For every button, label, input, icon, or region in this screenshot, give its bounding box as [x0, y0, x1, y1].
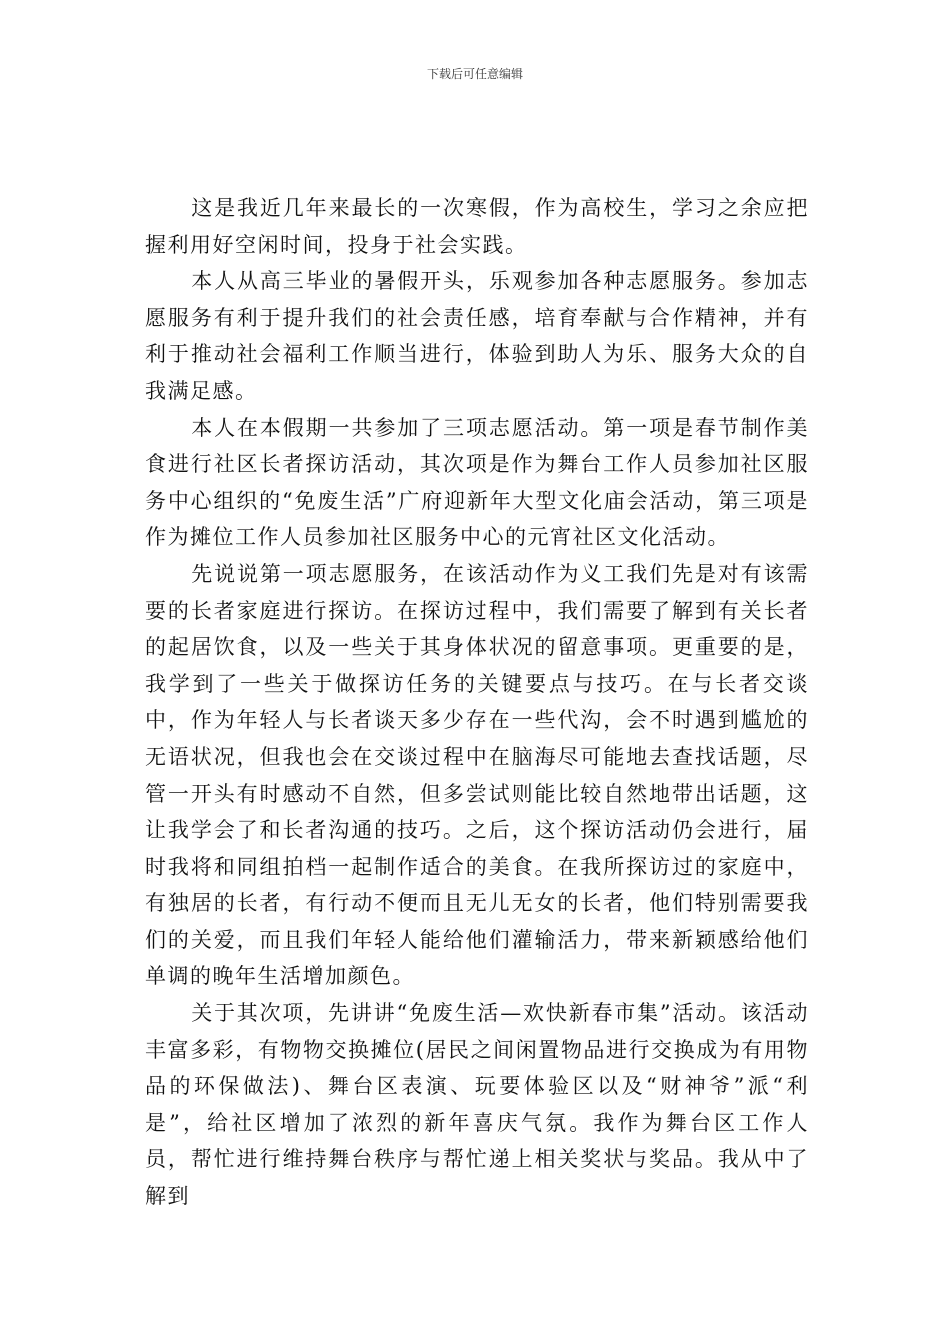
paragraph-5: 关于其次项，先讲讲“免废生活—欢快新春市集”活动。该活动丰富多彩，有物物交换摊位(居民之间闲置物品进行交换成为有用物品的环保做法)、舞台区表演、玩要体验区以及“财神爷”派“利是”，给社区增加了浓烈的新年喜庆气氛。我作为舞台区工作人员，帮忙进行维持舞台秩序与帮忙递上相关奖状与奖品。我从中了解到: [145, 1001, 809, 1209]
document-body: [145, 190, 809, 1215]
paragraph-4: 先说说第一项志愿服务，在该活动作为义工我们先是对有该需要的长者家庭进行探访。在探访过程中，我们需要了解到有关长者的起居饮食，以及一些关于其身体状况的留意事项。更重要的是，我学到了一些关于做探访任务的关键要点与技巧。在与长者交谈中，作为年轻人与长者谈天多少存在一些代沟，会不时遇到尴尬的无语状况，但我也会在交谈过程中在脑海尽可能地去查找话题，尽管一开头有时感动不自然，但多尝试则能比较自然地带出话题，这让我学会了和长者沟通的技巧。之后，这个探访活动仍会进行，届时我将和同组拍档一起制作适合的美食。在我所探访过的家庭中，有独居的长者，有行动不便而且无儿无女的长者，他们特别需要我们的关爱，而且我们年轻人能给他们灌输活力，带来新颖感给他们单调的晚年生活增加颜色。: [145, 561, 809, 989]
paragraph-1: 这是我近几年来最长的一次寒假，作为高校生，学习之余应把握利用好空闲时间，投身于社会实践。: [145, 196, 809, 257]
page-header: 下载后可任意编辑: [426, 67, 523, 81]
paragraph-3: 本人在本假期一共参加了三项志愿活动。第一项是春节制作美食进行社区长者探访活动，其次项是作为舞台工作人员参加社区服务中心组织的“免废生活”广府迎新年大型文化庙会活动，第三项是作为摊位工作人员参加社区服务中心的元宵社区文化活动。: [145, 415, 809, 550]
paragraph-2: 本人从高三毕业的暑假开头，乐观参加各种志愿服务。参加志愿服务有利于提升我们的社会责任感，培育奉献与合作精神，并有利于推动社会福利工作顺当进行，体验到助人为乐、服务大众的自我满足感。: [145, 269, 809, 403]
